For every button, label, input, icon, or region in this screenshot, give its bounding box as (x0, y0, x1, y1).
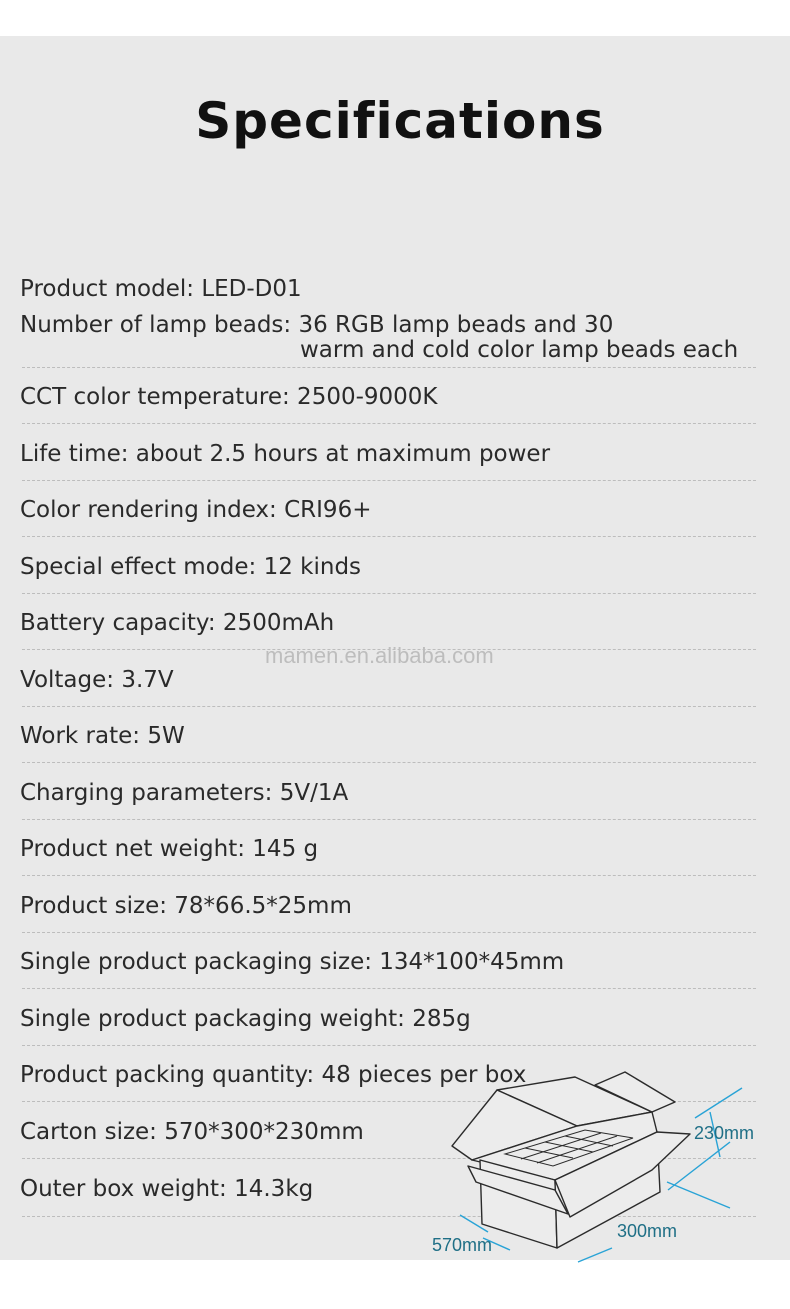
spec-life-time: Life time: about 2.5 hours at maximum power (20, 441, 551, 467)
spec-charging: Charging parameters: 5V/1A (20, 780, 349, 806)
spec-carton-size: Carton size: 570*300*230mm (20, 1119, 364, 1145)
carton-length-label: 570mm (432, 1235, 493, 1255)
watermark: mamen.en.alibaba.com (265, 643, 494, 668)
divider (22, 423, 756, 424)
divider (22, 536, 756, 537)
spec-cct: CCT color temperature: 2500-9000K (20, 384, 438, 410)
spec-effect-mode: Special effect mode: 12 kinds (20, 554, 362, 580)
divider (22, 932, 756, 933)
divider (22, 480, 756, 481)
divider (22, 762, 756, 763)
page-title: Specifications (195, 92, 605, 150)
spec-battery: Battery capacity: 2500mAh (20, 610, 335, 636)
divider (22, 593, 756, 594)
spec-work-rate: Work rate: 5W (20, 723, 185, 749)
spec-product-size: Product size: 78*66.5*25mm (20, 893, 352, 919)
spec-product-model: Product model: LED-D01 (20, 276, 302, 302)
divider (22, 988, 756, 989)
divider (22, 875, 756, 876)
spec-lamp-beads-continuation: warm and cold color lamp beads each (300, 337, 739, 363)
divider (22, 706, 756, 707)
spec-lamp-beads: Number of lamp beads: 36 RGB lamp beads and 30 (20, 312, 614, 338)
carton-width-label: 300mm (617, 1221, 678, 1241)
spec-packaging-weight: Single product packaging weight: 285g (20, 1006, 471, 1032)
spec-cri: Color rendering index: CRI96+ (20, 497, 372, 523)
divider (22, 1045, 756, 1046)
carton-box-illustration (420, 1060, 780, 1275)
divider (22, 819, 756, 820)
spec-outer-box-weight: Outer box weight: 14.3kg (20, 1176, 314, 1202)
spec-packing-quantity: Product packing quantity: 48 pieces per box (20, 1062, 527, 1088)
spec-voltage: Voltage: 3.7V (20, 667, 174, 693)
spec-net-weight: Product net weight: 145 g (20, 836, 319, 862)
carton-height-label: 230mm (694, 1123, 755, 1143)
divider (22, 367, 756, 368)
spec-packaging-size: Single product packaging size: 134*100*45mm (20, 949, 565, 975)
